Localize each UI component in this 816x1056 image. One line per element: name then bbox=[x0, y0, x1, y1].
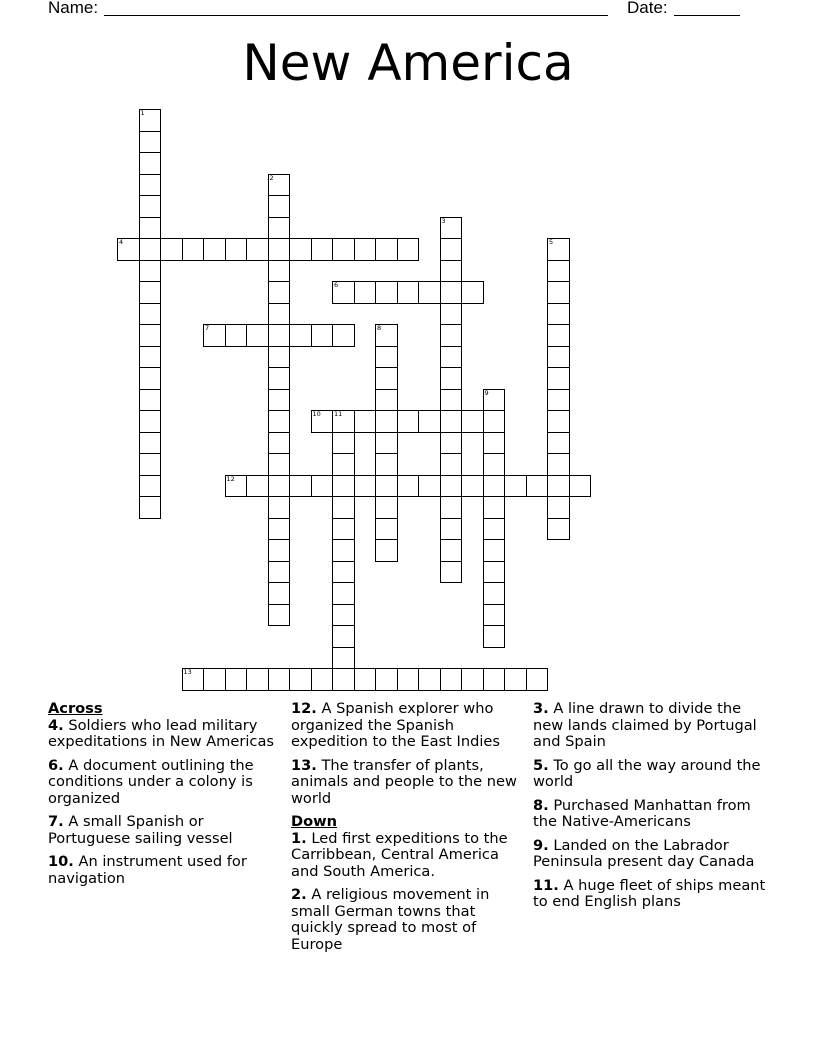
grid-cell[interactable] bbox=[354, 238, 377, 261]
grid-cell[interactable] bbox=[547, 281, 570, 304]
grid-cell[interactable] bbox=[268, 389, 291, 412]
clue-number: 13 bbox=[183, 668, 192, 676]
grid-cell[interactable] bbox=[117, 238, 140, 261]
grid-cell[interactable] bbox=[461, 668, 484, 691]
grid-cell[interactable] bbox=[268, 346, 291, 369]
grid-cell[interactable] bbox=[139, 389, 162, 412]
grid-cell[interactable] bbox=[225, 324, 248, 347]
page-title: New America bbox=[242, 34, 574, 92]
grid-cell[interactable] bbox=[268, 410, 291, 433]
grid-cell[interactable] bbox=[139, 281, 162, 304]
grid-cell[interactable] bbox=[268, 539, 291, 562]
grid-cell[interactable] bbox=[332, 432, 355, 455]
grid-cell[interactable] bbox=[332, 582, 355, 605]
grid-cell[interactable] bbox=[246, 238, 269, 261]
grid-cell[interactable] bbox=[440, 303, 463, 326]
grid-cell[interactable] bbox=[483, 453, 506, 476]
grid-cell[interactable] bbox=[440, 238, 463, 261]
grid-cell[interactable] bbox=[440, 281, 463, 304]
grid-cell[interactable] bbox=[483, 604, 506, 627]
grid-cell[interactable] bbox=[440, 561, 463, 584]
grid-cell[interactable] bbox=[547, 432, 570, 455]
clue-down-11: 11. A huge fleet of ships meant to end English plans bbox=[533, 876, 766, 910]
grid-cell[interactable] bbox=[547, 303, 570, 326]
grid-cell[interactable] bbox=[289, 238, 312, 261]
clue-across-4: 4. Soldiers who lead military expeditations in New Americas bbox=[48, 716, 274, 750]
grid-cell[interactable] bbox=[440, 389, 463, 412]
clue-number: 10 bbox=[312, 410, 321, 418]
grid-cell[interactable] bbox=[418, 410, 441, 433]
grid-cell[interactable] bbox=[483, 582, 506, 605]
grid-cell[interactable] bbox=[268, 324, 291, 347]
clue-down-3: 3. A line drawn to divide the new lands claimed by Portugal and Spain bbox=[533, 700, 757, 750]
grid-cell[interactable] bbox=[332, 496, 355, 519]
grid-cell[interactable] bbox=[332, 410, 355, 433]
grid-cell[interactable] bbox=[139, 174, 162, 197]
grid-cell[interactable] bbox=[332, 668, 355, 691]
grid-cell[interactable] bbox=[246, 324, 269, 347]
grid-cell[interactable] bbox=[268, 432, 291, 455]
grid-cell[interactable] bbox=[375, 539, 398, 562]
grid-cell[interactable] bbox=[440, 668, 463, 691]
grid-cell[interactable] bbox=[139, 432, 162, 455]
clue-number: 12 bbox=[226, 474, 235, 483]
clue-down-5: 5. To go all the way around the world bbox=[533, 756, 761, 790]
grid-cell[interactable] bbox=[547, 260, 570, 283]
grid-cell[interactable] bbox=[397, 281, 420, 304]
grid-cell[interactable] bbox=[268, 217, 291, 240]
grid-cell[interactable] bbox=[397, 238, 420, 261]
grid-cell[interactable] bbox=[289, 475, 312, 498]
clue-down-8: 8. Purchased Manhattan from the Native-Americans bbox=[533, 796, 751, 830]
grid-cell[interactable] bbox=[268, 582, 291, 605]
grid-cell[interactable] bbox=[225, 475, 248, 498]
grid-cell[interactable] bbox=[483, 475, 506, 498]
grid-cell[interactable] bbox=[440, 539, 463, 562]
clues-column-2 bbox=[291, 701, 527, 960]
grid-cell[interactable] bbox=[289, 324, 312, 347]
grid-cell[interactable] bbox=[332, 539, 355, 562]
grid-cell[interactable] bbox=[440, 346, 463, 369]
grid-cell[interactable] bbox=[246, 668, 269, 691]
grid-cell[interactable] bbox=[547, 518, 570, 541]
grid-cell[interactable] bbox=[375, 238, 398, 261]
clue-across-12: 12. A Spanish explorer who organized the Spanish expedition to the East Indies bbox=[291, 700, 500, 750]
grid-cell[interactable] bbox=[547, 389, 570, 412]
grid-cell[interactable] bbox=[268, 260, 291, 283]
grid-cell[interactable] bbox=[139, 303, 162, 326]
grid-cell[interactable] bbox=[375, 389, 398, 412]
clue-down-9: 9. Landed on the Labrador Peninsula present day Canada bbox=[533, 836, 755, 870]
grid-cell[interactable] bbox=[332, 238, 355, 261]
grid-cell[interactable] bbox=[547, 238, 570, 261]
grid-cell[interactable] bbox=[268, 518, 291, 541]
grid-cell[interactable] bbox=[375, 475, 398, 498]
grid-cell[interactable] bbox=[182, 668, 205, 691]
grid-cell[interactable] bbox=[332, 625, 355, 648]
grid-cell[interactable] bbox=[139, 109, 162, 132]
grid-cell[interactable] bbox=[203, 238, 226, 261]
clue-down-2: 2. A religious movement in small German towns that quickly spread to most of Europe bbox=[291, 886, 490, 953]
grid-cell[interactable] bbox=[440, 518, 463, 541]
grid-cell[interactable] bbox=[268, 174, 291, 197]
grid-cell[interactable] bbox=[268, 238, 291, 261]
grid-cell[interactable] bbox=[483, 561, 506, 584]
grid-cell[interactable] bbox=[311, 410, 334, 433]
grid-cell[interactable] bbox=[268, 453, 291, 476]
grid-cell[interactable] bbox=[139, 324, 162, 347]
grid-cell[interactable] bbox=[547, 410, 570, 433]
grid-cell[interactable] bbox=[440, 432, 463, 455]
grid-cell[interactable] bbox=[440, 410, 463, 433]
grid-cell[interactable] bbox=[139, 410, 162, 433]
date-label: Date: bbox=[627, 0, 668, 17]
clue-across-10: 10. An instrument used for navigation bbox=[48, 853, 247, 887]
grid-cell[interactable] bbox=[483, 389, 506, 412]
grid-cell[interactable] bbox=[375, 496, 398, 519]
clues-column-1 bbox=[48, 701, 284, 894]
grid-cell[interactable] bbox=[311, 668, 334, 691]
grid-cell[interactable] bbox=[139, 496, 162, 519]
clue-across-13: 13. The transfer of plants, animals and people to the new world bbox=[291, 756, 517, 807]
grid-cell[interactable] bbox=[289, 668, 312, 691]
grid-cell[interactable] bbox=[332, 518, 355, 541]
grid-cell[interactable] bbox=[139, 238, 162, 261]
grid-cell[interactable] bbox=[139, 152, 162, 175]
grid-cell[interactable] bbox=[354, 281, 377, 304]
grid-cell[interactable] bbox=[268, 604, 291, 627]
grid-cell[interactable] bbox=[440, 475, 463, 498]
grid-cell[interactable] bbox=[418, 281, 441, 304]
clue-number: 9 bbox=[484, 388, 489, 397]
grid-cell[interactable] bbox=[504, 668, 527, 691]
grid-cell[interactable] bbox=[375, 281, 398, 304]
grid-cell[interactable] bbox=[268, 561, 291, 584]
grid-cell[interactable] bbox=[268, 281, 291, 304]
clue-across-6: 6. A document outlining the conditions under a colony is organized bbox=[48, 756, 254, 807]
grid-cell[interactable] bbox=[547, 475, 570, 498]
grid-cell[interactable] bbox=[311, 475, 334, 498]
grid-cell[interactable] bbox=[225, 238, 248, 261]
clue-number: 11 bbox=[334, 410, 343, 418]
grid-cell[interactable] bbox=[440, 217, 463, 240]
grid-cell[interactable] bbox=[268, 668, 291, 691]
grid-cell[interactable] bbox=[139, 195, 162, 218]
grid-cell[interactable] bbox=[461, 410, 484, 433]
grid-cell[interactable] bbox=[418, 668, 441, 691]
grid-cell[interactable] bbox=[182, 238, 205, 261]
grid-cell[interactable] bbox=[332, 647, 355, 670]
grid-cell[interactable] bbox=[160, 238, 183, 261]
name-label: Name: bbox=[48, 0, 99, 17]
grid-cell[interactable] bbox=[332, 324, 355, 347]
grid-cell[interactable] bbox=[203, 668, 226, 691]
clue-down-1: 1. Led first expeditions to the Carribbean, Central America and South America. bbox=[291, 829, 508, 880]
grid-cell[interactable] bbox=[547, 496, 570, 519]
grid-cell[interactable] bbox=[332, 453, 355, 476]
grid-cell[interactable] bbox=[139, 475, 162, 498]
grid-cell[interactable] bbox=[332, 475, 355, 498]
grid-cell[interactable] bbox=[547, 453, 570, 476]
grid-cell[interactable] bbox=[268, 475, 291, 498]
grid-cell[interactable] bbox=[375, 346, 398, 369]
grid-cell[interactable] bbox=[397, 668, 420, 691]
grid-cell[interactable] bbox=[332, 281, 355, 304]
grid-cell[interactable] bbox=[483, 496, 506, 519]
clue-number: 4 bbox=[119, 238, 124, 246]
grid-cell[interactable] bbox=[311, 238, 334, 261]
clue-across-7: 7. A small Spanish or Portuguese sailing vessel bbox=[48, 813, 233, 847]
grid-cell[interactable] bbox=[483, 410, 506, 433]
grid-cell[interactable] bbox=[526, 475, 549, 498]
grid-cell[interactable] bbox=[375, 453, 398, 476]
down-heading: Down bbox=[291, 813, 338, 830]
grid-cell[interactable] bbox=[461, 475, 484, 498]
grid-cell[interactable] bbox=[139, 131, 162, 154]
grid-cell[interactable] bbox=[569, 475, 592, 498]
grid-cell[interactable] bbox=[375, 668, 398, 691]
grid-cell[interactable] bbox=[397, 410, 420, 433]
grid-cell[interactable] bbox=[246, 475, 269, 498]
grid-cell[interactable] bbox=[354, 410, 377, 433]
grid-cell[interactable] bbox=[547, 324, 570, 347]
grid-cell[interactable] bbox=[203, 324, 226, 347]
grid-cell[interactable] bbox=[225, 668, 248, 691]
grid-cell[interactable] bbox=[375, 518, 398, 541]
grid-cell[interactable] bbox=[311, 324, 334, 347]
grid-cell[interactable] bbox=[268, 195, 291, 218]
clue-number: 1 bbox=[140, 109, 145, 117]
grid-cell[interactable] bbox=[375, 410, 398, 433]
clue-number: 6 bbox=[334, 281, 339, 289]
grid-cell[interactable] bbox=[418, 475, 441, 498]
grid-cell[interactable] bbox=[354, 668, 377, 691]
clue-number: 8 bbox=[377, 324, 382, 332]
grid-cell[interactable] bbox=[139, 367, 162, 390]
grid-cell[interactable] bbox=[461, 281, 484, 304]
grid-cell[interactable] bbox=[483, 668, 506, 691]
grid-cell[interactable] bbox=[332, 604, 355, 627]
grid-cell[interactable] bbox=[526, 668, 549, 691]
grid-cell[interactable] bbox=[139, 217, 162, 240]
clue-number: 2 bbox=[269, 173, 274, 182]
grid-cell[interactable] bbox=[268, 303, 291, 326]
grid-cell[interactable] bbox=[375, 324, 398, 347]
grid-cell[interactable] bbox=[547, 346, 570, 369]
grid-cell[interactable] bbox=[375, 432, 398, 455]
grid-cell[interactable] bbox=[139, 453, 162, 476]
grid-cell[interactable] bbox=[332, 561, 355, 584]
clue-number: 7 bbox=[205, 324, 210, 332]
grid-cell[interactable] bbox=[483, 539, 506, 562]
grid-cell[interactable] bbox=[483, 518, 506, 541]
grid-cell[interactable] bbox=[440, 324, 463, 347]
grid-cell[interactable] bbox=[268, 367, 291, 390]
grid-cell[interactable] bbox=[354, 475, 377, 498]
grid-cell[interactable] bbox=[397, 475, 420, 498]
grid-cell[interactable] bbox=[440, 453, 463, 476]
grid-cell[interactable] bbox=[440, 496, 463, 519]
grid-cell[interactable] bbox=[504, 475, 527, 498]
grid-cell[interactable] bbox=[139, 260, 162, 283]
clues-column-3 bbox=[533, 701, 769, 918]
clue-number: 3 bbox=[441, 216, 446, 225]
grid-cell[interactable] bbox=[483, 432, 506, 455]
grid-cell[interactable] bbox=[547, 367, 570, 390]
grid-cell[interactable] bbox=[440, 260, 463, 283]
grid-cell[interactable] bbox=[268, 496, 291, 519]
grid-cell[interactable] bbox=[375, 367, 398, 390]
grid-cell[interactable] bbox=[483, 625, 506, 648]
grid-cell[interactable] bbox=[440, 367, 463, 390]
across-heading: Across bbox=[48, 700, 103, 717]
grid-cell[interactable] bbox=[139, 346, 162, 369]
clue-number: 5 bbox=[549, 238, 554, 246]
